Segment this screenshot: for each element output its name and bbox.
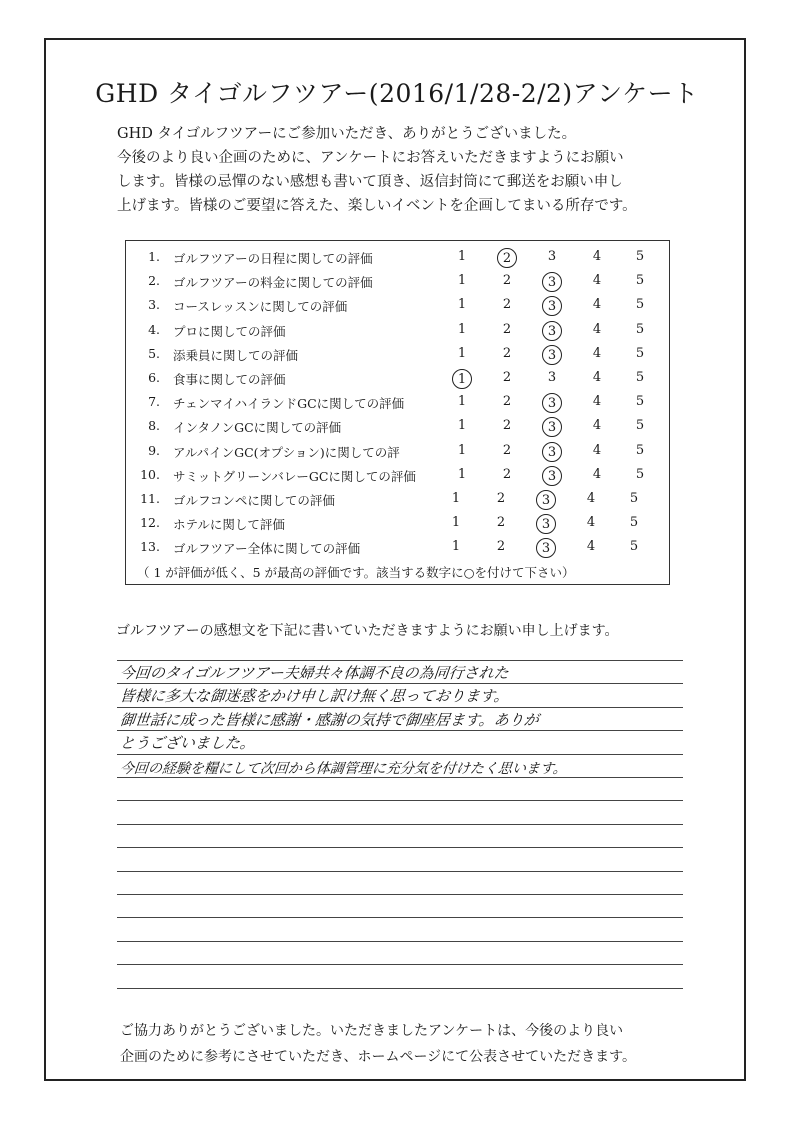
score-option[interactable]: 2	[502, 321, 512, 337]
rating-number: 12.	[140, 515, 160, 531]
rating-number: 1.	[148, 249, 160, 264]
rating-label: 添乗員に関しての評価	[173, 347, 299, 363]
selected-score-option[interactable]: 3	[542, 272, 562, 292]
handwritten-comment-line: 御世話に成った皆様に感謝・感謝の気持で御座居ます。ありが	[119, 710, 540, 729]
score-option[interactable]: 1	[457, 418, 467, 434]
selected-score-option[interactable]: 3	[542, 345, 562, 365]
score-option[interactable]: 4	[592, 442, 602, 458]
score-option[interactable]: 2	[502, 370, 512, 385]
score-option[interactable]: 4	[592, 249, 602, 264]
ruled-line	[117, 988, 683, 989]
score-option[interactable]: 4	[592, 273, 602, 289]
ruled-line	[117, 847, 683, 848]
rating-label: ゴルフツアーの料金に関しての評価	[173, 275, 373, 291]
ruled-line	[117, 894, 683, 895]
rating-number: 11.	[140, 491, 160, 506]
rating-number: 10.	[140, 466, 160, 482]
score-option[interactable]: 2	[502, 394, 512, 410]
intro-text	[117, 122, 717, 218]
rating-row	[135, 515, 675, 539]
rating-label: ゴルフツアーの日程に関しての評価	[173, 251, 373, 266]
score-option[interactable]: 4	[592, 394, 602, 410]
score-option[interactable]: 4	[586, 515, 596, 531]
rating-row	[135, 467, 675, 491]
ruled-line	[117, 964, 683, 965]
selected-score-option[interactable]: 3	[542, 417, 562, 437]
rating-number: 8.	[148, 418, 160, 434]
rating-label: ゴルフツアー全体に関しての評価	[173, 541, 361, 557]
rating-row	[135, 443, 675, 467]
scale-note: （ 1 が評価が低く、5 が最高の評価です。該当する数字に○を付けて下さい）	[137, 565, 575, 580]
rating-number: 2.	[148, 273, 160, 289]
score-option[interactable]: 5	[635, 418, 645, 434]
rating-row	[135, 249, 675, 273]
closing-line: ご協力ありがとうございました。いただきましたアンケートは、今後のより良い	[120, 1023, 624, 1039]
selected-score-option[interactable]: 3	[542, 442, 562, 462]
rating-number: 3.	[148, 297, 160, 313]
ruled-line	[117, 917, 683, 918]
rating-label: 食事に関しての評価	[173, 372, 286, 387]
score-option[interactable]: 5	[635, 249, 645, 264]
ruled-line	[117, 941, 683, 942]
selected-score-option[interactable]: 3	[536, 514, 556, 534]
rating-label: ホテルに関して評価	[173, 517, 285, 533]
handwritten-comment-line: 今回の経験を糧にして次回から体調管理に充分気を付けたく思います。	[119, 760, 568, 777]
score-option[interactable]: 1	[451, 539, 461, 555]
score-option[interactable]: 4	[592, 297, 602, 313]
comment-prompt: ゴルフツアーの感想文を下記に書いていただきますようにお願い申し上げます。	[116, 623, 619, 639]
handwritten-comment-line: とうございました。	[119, 734, 256, 753]
rating-number: 13.	[140, 539, 160, 555]
score-option[interactable]: 5	[629, 515, 639, 531]
score-option[interactable]: 5	[635, 345, 645, 361]
rating-row	[135, 394, 675, 418]
ruled-line	[117, 707, 683, 708]
score-option[interactable]: 2	[496, 515, 506, 531]
score-option[interactable]: 2	[496, 491, 506, 506]
score-option[interactable]: 5	[635, 297, 645, 313]
selected-score-option[interactable]: 3	[536, 490, 556, 510]
score-option[interactable]: 5	[635, 321, 645, 337]
score-option[interactable]: 4	[592, 466, 602, 482]
rating-row	[135, 539, 675, 563]
ruled-line	[117, 800, 683, 801]
selected-score-option[interactable]: 3	[536, 538, 556, 558]
score-option[interactable]: 1	[457, 466, 467, 482]
score-option[interactable]: 4	[592, 418, 602, 434]
score-option[interactable]: 4	[592, 321, 602, 337]
selected-score-option[interactable]: 2	[497, 248, 517, 268]
intro-line: 上げます。皆様のご要望に答えた、楽しいイベントを企画してまいる所存です。	[117, 198, 637, 214]
rating-number: 6.	[148, 370, 160, 385]
score-option[interactable]: 1	[457, 297, 467, 313]
score-option[interactable]: 1	[457, 249, 467, 264]
score-option[interactable]: 1	[457, 273, 467, 289]
score-option[interactable]: 1	[451, 491, 461, 506]
intro-line: GHD タイゴルフツアーにご参加いただき、ありがとうございました。	[117, 126, 577, 142]
selected-score-option[interactable]: 1	[452, 369, 472, 389]
rating-label: ゴルフコンペに関しての評価	[173, 493, 335, 508]
score-option[interactable]: 5	[635, 466, 645, 482]
rating-label: アルパインGC(オプション)に関しての評	[173, 444, 400, 460]
closing-text	[120, 1018, 636, 1070]
score-option[interactable]: 1	[457, 345, 467, 361]
rating-row	[135, 273, 675, 297]
rating-row	[135, 370, 675, 394]
ruled-line	[117, 871, 683, 872]
selected-score-option[interactable]: 3	[542, 321, 562, 341]
selected-score-option[interactable]: 3	[542, 466, 562, 486]
score-option[interactable]: 3	[547, 249, 557, 264]
rating-row	[135, 322, 675, 346]
score-option[interactable]: 2	[502, 442, 512, 458]
score-option[interactable]: 2	[502, 466, 512, 482]
rating-number: 9.	[148, 442, 160, 458]
score-option[interactable]: 4	[586, 491, 596, 506]
score-option[interactable]: 5	[635, 442, 645, 458]
ruled-line	[117, 824, 683, 825]
score-option[interactable]: 3	[547, 370, 557, 385]
rating-number: 5.	[148, 345, 160, 361]
score-option[interactable]: 2	[496, 539, 506, 555]
score-option[interactable]: 2	[502, 345, 512, 361]
rating-label: サミットグリーンバレーGCに関しての評価	[173, 468, 416, 484]
rating-row	[135, 297, 675, 321]
score-option[interactable]: 4	[592, 345, 602, 361]
rating-number: 4.	[148, 321, 160, 337]
selected-score-option[interactable]: 3	[542, 393, 562, 413]
score-option[interactable]: 5	[635, 394, 645, 410]
score-option[interactable]: 5	[629, 539, 639, 555]
selected-score-option[interactable]: 3	[542, 296, 562, 316]
intro-line: 今後のより良い企画のために、アンケートにお答えいただきますようにお願い	[117, 150, 624, 166]
rating-label: コースレッスンに関しての評価	[173, 299, 348, 315]
score-option[interactable]: 2	[502, 273, 512, 289]
rating-number: 7.	[148, 394, 160, 410]
rating-row	[135, 346, 675, 370]
score-option[interactable]: 5	[635, 273, 645, 289]
rating-row	[135, 418, 675, 442]
score-option[interactable]: 5	[629, 491, 639, 506]
score-option[interactable]: 2	[502, 297, 512, 313]
rating-label: プロに関しての評価	[173, 323, 286, 339]
survey-title: GHD タイゴルフツアー(2016/1/28-2/2)アンケート	[95, 79, 699, 108]
score-option[interactable]: 2	[502, 418, 512, 434]
rating-label: インタノンGCに関しての評価	[173, 420, 342, 436]
ruled-line	[117, 754, 683, 755]
score-option[interactable]: 1	[457, 394, 467, 410]
closing-line: 企画のために参考にさせていただき、ホームページにて公表させていただきます。	[120, 1049, 637, 1065]
score-option[interactable]: 5	[635, 370, 645, 385]
score-option[interactable]: 1	[451, 515, 461, 531]
rating-label: チェンマイハイランドGCに関しての評価	[173, 396, 405, 412]
intro-line: します。皆様の忌憚のない感想も書いて頂き、返信封筒にて郵送をお願い申し	[117, 174, 623, 190]
handwritten-comment-line: 皆様に多大な御迷惑をかけ申し訳け無く思っております。	[119, 687, 510, 706]
handwritten-comment-line: 今回のタイゴルフツアー夫婦共々体調不良の為同行された	[119, 664, 510, 682]
score-option[interactable]: 1	[457, 442, 467, 458]
ruled-line	[117, 660, 683, 661]
rating-row	[135, 491, 675, 515]
score-option[interactable]: 1	[457, 321, 467, 337]
score-option[interactable]: 4	[592, 370, 602, 385]
score-option[interactable]: 4	[586, 539, 596, 555]
